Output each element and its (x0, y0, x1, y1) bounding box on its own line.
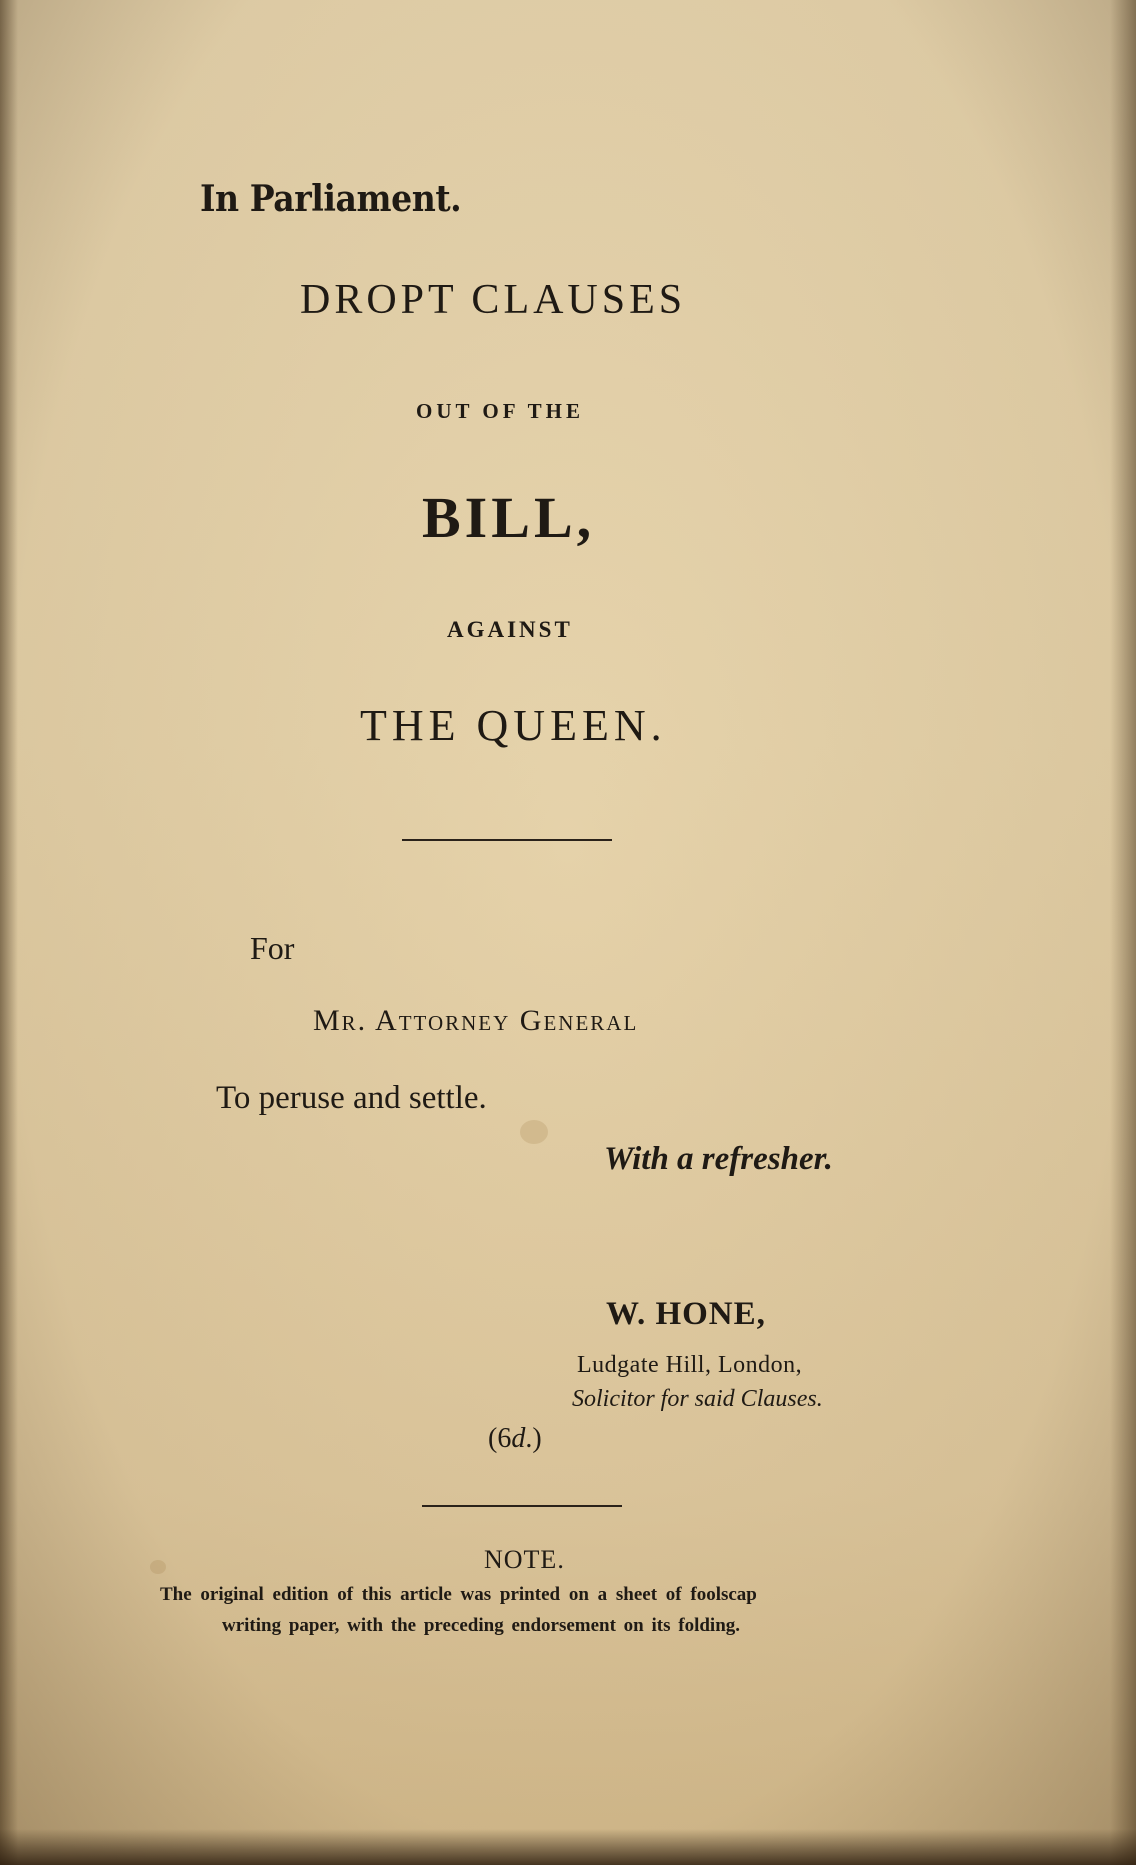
title-against: AGAINST (447, 617, 573, 642)
endorsement-remark: With a refresher. (604, 1141, 833, 1177)
signature-name: W. HONE, (606, 1296, 766, 1332)
page-edge-shadow-left (0, 0, 18, 1865)
divider-rule (422, 1505, 622, 1507)
note-heading: NOTE. (484, 1545, 565, 1574)
signature-address: Ludgate Hill, London, (577, 1352, 803, 1378)
signature-role: Solicitor for said Clauses. (572, 1386, 823, 1412)
endorsement-instruction: To peruse and settle. (216, 1080, 487, 1116)
title-the-queen: THE QUEEN. (360, 701, 667, 750)
note-text-line: writing paper, with the preceding endorsement on its folding. (222, 1615, 741, 1636)
page-edge-shadow-right (1110, 0, 1136, 1865)
title-bill: BILL, (422, 485, 596, 550)
title-out-of-the: OUT OF THE (416, 399, 584, 423)
note-text-line: The original edition of this article was printed on a sheet of foolscap (160, 1584, 757, 1605)
foxing-spot (150, 1560, 166, 1574)
endorsement-for: For (250, 930, 295, 966)
in-parliament-heading: In Parliament. (200, 178, 462, 220)
divider-rule (402, 839, 612, 841)
foxing-spot (520, 1120, 548, 1144)
price-label: (6d.) (488, 1423, 542, 1454)
endorsement-addressee: Mr. Attorney General (313, 1004, 639, 1037)
title-dropt-clauses: DROPT CLAUSES (300, 277, 687, 323)
